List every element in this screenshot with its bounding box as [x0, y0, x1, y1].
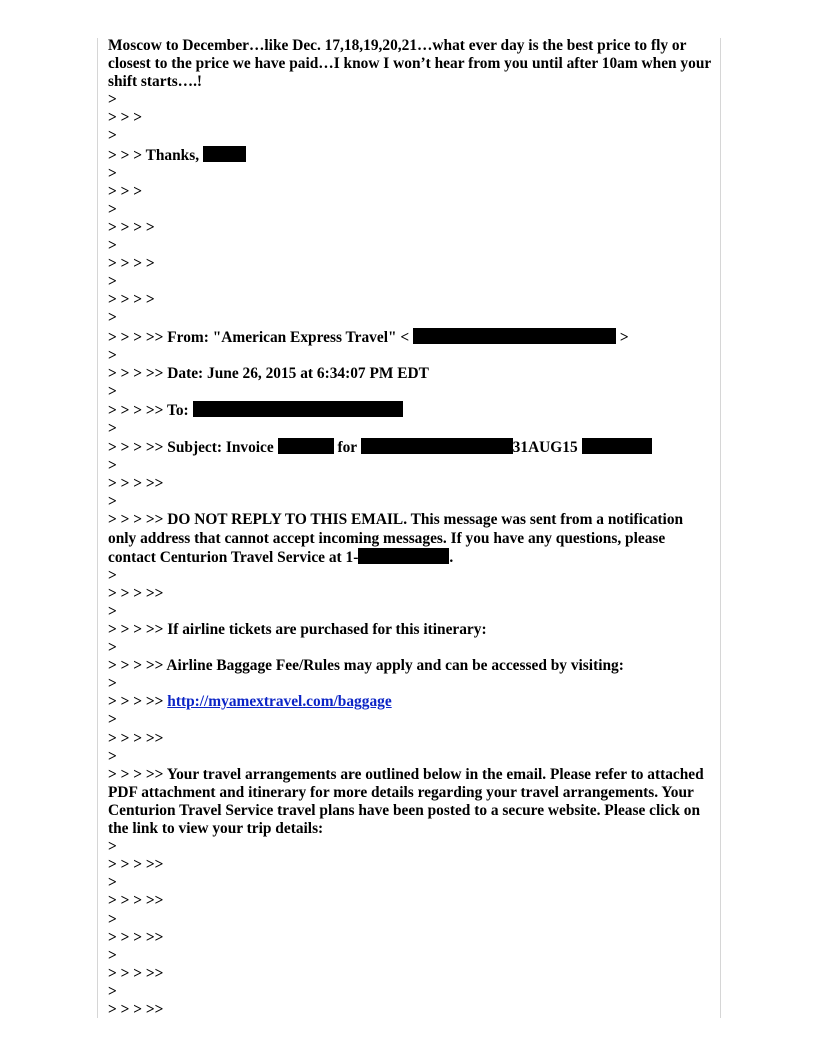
redaction-box	[582, 438, 652, 454]
quote-line: > > > >	[108, 255, 155, 273]
airline-intro-text: If airline tickets are purchased for this itinerary:	[167, 621, 487, 638]
notice-end: .	[449, 548, 454, 566]
intro-paragraph: Moscow to December…like Dec. 17,18,19,20,21…what ever day is the best price to fly or closest to the price we have paid…I know I won’t hear from you until after 10am when your shift starts….!	[108, 37, 715, 91]
subject-date: 31AUG15	[512, 439, 578, 457]
quote-line: >	[108, 273, 117, 291]
quote-line: >	[108, 382, 117, 400]
quote-line: >	[108, 164, 117, 182]
quote-line: >	[108, 838, 117, 856]
quote-prefix: > > > >>	[108, 401, 164, 419]
baggage-rules-text: Airline Baggage Fee/Rules may apply and can be accessed by visiting:	[166, 657, 624, 675]
quote-line: >	[108, 982, 117, 1000]
quote-line: > > > >>	[108, 892, 164, 910]
baggage-link-line	[108, 693, 712, 711]
redaction-box	[193, 401, 403, 417]
quote-line: > > >	[108, 182, 143, 200]
quote-line: >	[108, 711, 117, 729]
subject-label: Subject: Invoice	[167, 439, 274, 457]
from-line	[108, 328, 712, 347]
quote-prefix: > > > >>	[108, 439, 164, 457]
quote-line: >	[108, 309, 117, 327]
quote-line: > > > >>	[108, 475, 164, 493]
quote-line: > > > >>	[108, 584, 164, 602]
quote-line: > > > >>	[108, 964, 164, 982]
quote-line: >	[108, 346, 117, 364]
quote-line: > > > >>	[108, 729, 164, 747]
quote-prefix: > > > >>	[108, 621, 164, 638]
baggage-rules-line	[108, 657, 712, 675]
redaction-box	[278, 438, 334, 454]
thanks-text: Thanks,	[145, 146, 200, 164]
redaction-box	[361, 438, 513, 454]
redaction-box	[203, 146, 246, 162]
redaction-box	[358, 548, 449, 564]
quote-line: >	[108, 946, 117, 964]
quote-line: > > > >>	[108, 856, 164, 874]
date-line	[108, 365, 712, 383]
quote-line: >	[108, 419, 117, 437]
quote-line: > > > >	[108, 218, 155, 236]
quote-prefix: > > > >>	[108, 693, 164, 711]
quote-prefix: > > > >>	[108, 511, 164, 529]
quote-line: >	[108, 493, 117, 511]
quote-line: >	[108, 910, 117, 928]
quote-line: > > > >>	[108, 928, 164, 946]
quote-line: >	[108, 639, 117, 657]
quote-line: >	[108, 457, 117, 475]
quote-line: >	[108, 200, 117, 218]
quote-line: >	[108, 91, 117, 109]
quote-line: >	[108, 747, 117, 765]
quote-line: >	[108, 874, 117, 892]
to-line	[108, 401, 712, 420]
arrangements-text: Your travel arrangements are outlined below in the email. Please refer to attached PDF attachment and itinerary for more details regarding your travel arrangements. Your Centurion Travel Service travel plans have been posted to a secure website. Please click on the link to view your trip details:	[108, 765, 708, 838]
thanks-line	[108, 146, 712, 165]
arrangements-paragraph	[108, 766, 712, 838]
quote-prefix: > > > >>	[108, 765, 164, 783]
notice-paragraph	[108, 511, 712, 566]
from-label: From: "American Express Travel" <	[167, 328, 410, 346]
quote-line: > > >	[108, 109, 143, 127]
notice-text: DO NOT REPLY TO THIS EMAIL. This message was sent from a notification only address that cannot accept incoming messages. If you have any questions, please contact Centurion Travel Service at 1-	[108, 511, 687, 566]
quote-prefix: > > > >>	[108, 657, 164, 675]
to-label: To:	[166, 401, 189, 419]
quote-line: >	[108, 675, 117, 693]
quote-line: >	[108, 566, 117, 584]
subject-for: for	[337, 439, 357, 457]
baggage-link[interactable]: http://myamextravel.com/baggage	[167, 693, 392, 711]
from-close: >	[619, 328, 629, 346]
quote-line: >	[108, 237, 117, 255]
airline-intro-line	[108, 621, 712, 639]
quote-prefix: > > >	[108, 146, 143, 164]
quote-prefix: > > > >>	[108, 328, 164, 346]
redaction-box	[413, 328, 616, 344]
quote-line: > > > >>	[108, 1000, 164, 1018]
quote-line: > > > >	[108, 291, 155, 309]
quote-line: >	[108, 602, 117, 620]
email-body	[108, 37, 715, 1019]
subject-line	[108, 438, 712, 457]
date-text: Date: June 26, 2015 at 6:34:07 PM EDT	[167, 364, 429, 382]
quote-prefix: > > > >>	[108, 364, 164, 382]
quote-line: >	[108, 127, 117, 145]
